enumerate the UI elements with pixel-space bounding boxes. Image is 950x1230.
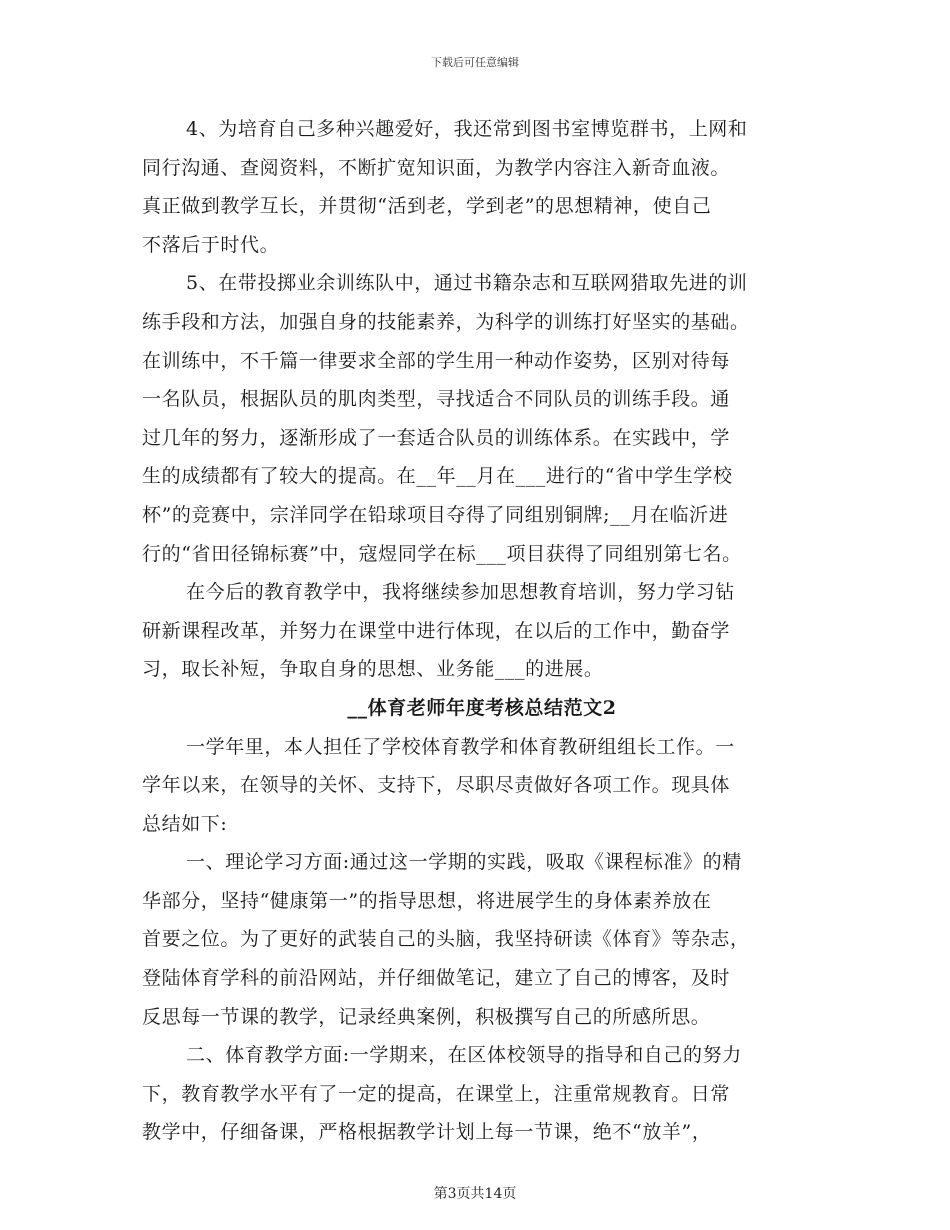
text-line: 研新课程改革，并努力在课堂中进行体现，在以后的工作中，勤奋学 xyxy=(142,619,731,642)
text-line: 教学中，仔细备课，严格根据教学计划上每一节课，绝不“放羊”， xyxy=(142,1121,712,1144)
text-line: 总结如下: xyxy=(142,812,228,835)
text-line: 同行沟通、查阅资料，不断扩宽知识面，为教学内容注入新奇血液。 xyxy=(142,156,731,179)
page-footer: 第3页共14页 xyxy=(433,1186,517,1202)
text-line: 生的成绩都有了较大的提高。在__年__月在___进行的“省中学生学校 xyxy=(142,465,733,488)
document-body xyxy=(142,110,822,1152)
page-header: 下载后可任意编辑 xyxy=(431,56,519,69)
text-line: 5、在带投掷业余训练队中，通过书籍杂志和互联网猎取先进的训 xyxy=(186,272,748,295)
text-line: 二、体育教学方面:一学期来，在区体校领导的指导和自己的努力 xyxy=(186,1044,742,1067)
text-line: 登陆体育学科的前沿网站，并仔细做笔记，建立了自己的博客，及时 xyxy=(142,967,731,990)
text-line: 一名队员，根据队员的肌肉类型，寻找适合不同队员的训练手段。通 xyxy=(142,388,731,411)
text-line: 在训练中，不千篇一律要求全部的学生用一种动作姿势，区别对待每 xyxy=(142,349,731,372)
text-line: 习，取长补短，争取自身的思想、业务能___的进展。 xyxy=(142,658,604,681)
text-line: 杯”的竞赛中，宗洋同学在铅球项目夺得了同组别铜牌;__月在临沂进 xyxy=(142,503,729,526)
text-line: 行的“省田径锦标赛”中，寇煜同学在标___项目获得了同组别第七名。 xyxy=(142,542,742,565)
text-line: 一学年里，本人担任了学校体育教学和体育教研组组长工作。一 xyxy=(186,735,735,758)
text-line: 反思每一节课的教学，记录经典案例，积极撰写自己的所感所思。 xyxy=(142,1005,711,1028)
text-line: 学年以来，在领导的关怀、支持下，尽职尽责做好各项工作。现具体 xyxy=(142,774,731,797)
text-line: 下，教育教学水平有了一定的提高，在课堂上，注重常规教育。日常 xyxy=(142,1082,731,1105)
text-line: 首要之位。为了更好的武装自己的头脑，我坚持研读《体育》等杂志， xyxy=(142,928,750,951)
text-line: 在今后的教育教学中，我将继续参加思想教育培训，努力学习钻 xyxy=(186,581,735,604)
text-line: 一、理论学习方面:通过这一学期的实践，吸取《课程标准》的精 xyxy=(186,851,742,874)
text-line: 不落后于时代。 xyxy=(142,233,280,256)
text-line: 练手段和方法，加强自身的技能素养，为科学的训练打好坚实的基础。 xyxy=(142,310,750,333)
text-line: 4、为培育自己多种兴趣爱好，我还常到图书室博览群书，上网和 xyxy=(186,118,748,140)
text-line: 过几年的努力，逐渐形成了一套适合队员的训练体系。在实践中，学 xyxy=(142,426,731,449)
section-heading: __体育老师年度考核总结范文2 xyxy=(347,696,617,719)
text-line: 真正做到教学互长，并贯彻“活到老，学到老”的思想精神，使自己 xyxy=(142,195,712,218)
text-line: 华部分，坚持“健康第一”的指导思想，将进展学生的身体素养放在 xyxy=(142,889,712,912)
